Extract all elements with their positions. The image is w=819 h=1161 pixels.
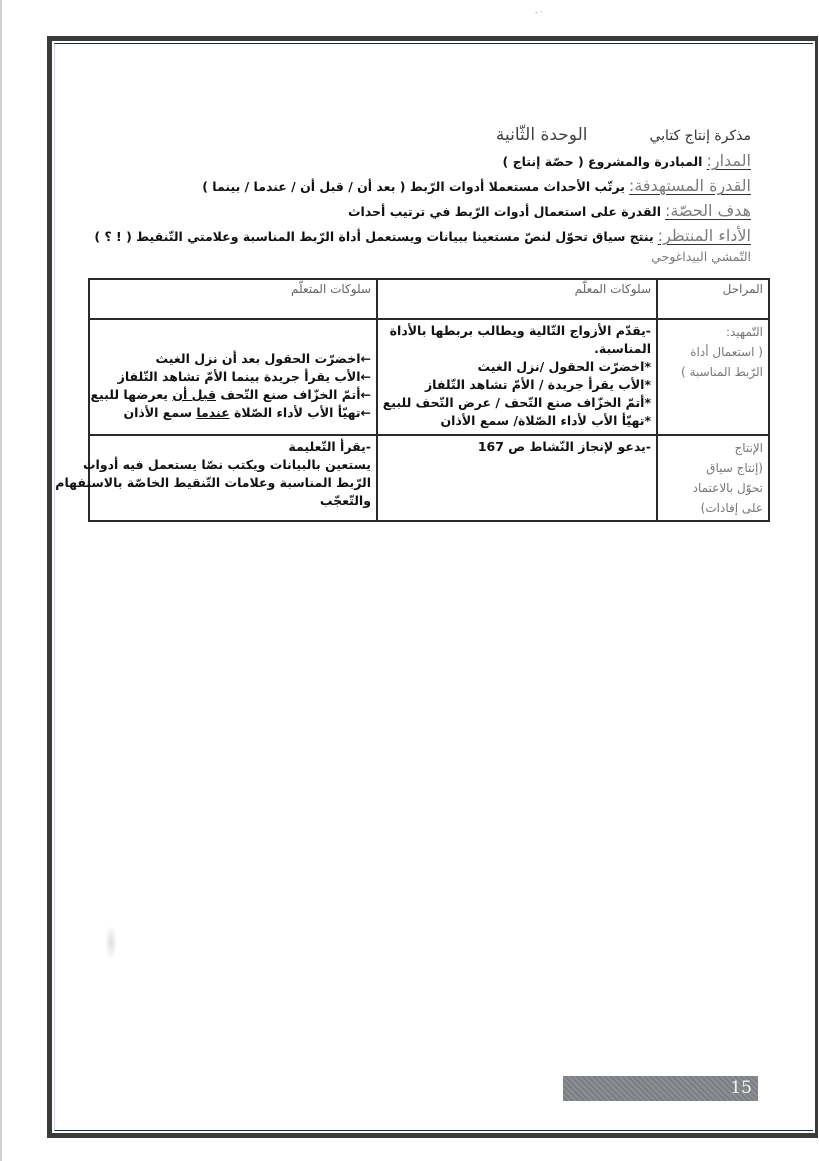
- memo-title: مذكرة إنتاج كتابي: [649, 128, 751, 144]
- scan-artifact: - ·: [535, 8, 543, 17]
- learner-line: ←اخضرّت الحقول بعد أن نزل الغيث: [155, 351, 371, 366]
- field-domain: [71, 149, 751, 174]
- field-value-expected-performance: ينتج سياق تحوّل لنصّ مستعينا ببيانات ويستعمل أداة الرّبط المناسبة وعلامتي التّنقيط ( ! ؟ ): [94, 229, 654, 244]
- learner-text: ←أتمّ الخزّاف صنع التّحف: [216, 387, 371, 402]
- lesson-table: [55, 278, 770, 522]
- teacher-cell-production: [377, 435, 657, 521]
- learner-text: يعرضها للبيع: [90, 387, 173, 402]
- learner-cell-production: [55, 435, 377, 521]
- unit-title: الوحدة الثّانية: [495, 125, 588, 145]
- learner-line: [95, 404, 371, 422]
- field-label-target-ability: القدرة المستهدفة:: [628, 176, 751, 195]
- learner-text: ←تهيّأ الأب لأداء الصّلاة: [229, 405, 371, 420]
- learner-line: ←الأب يقرأ جريدة بينما الأمّ تشاهد التّلفاز: [117, 369, 371, 384]
- header-learner: سلوكات المتعلّم: [89, 279, 377, 319]
- stage-cell-warmup: [657, 319, 769, 435]
- teacher-line: -يقدّم الأزواج التّالية ويطالب بربطها بالأداة: [389, 323, 651, 338]
- teacher-line: *أتمّ الخزّاف صنع التّحف / عرض التّحف للبيع: [382, 395, 651, 410]
- connector-underlined: عندما: [196, 405, 230, 420]
- learner-cell-warmup: [89, 319, 377, 435]
- field-session-goal: [71, 199, 751, 224]
- title-row: [71, 125, 751, 149]
- stage-line: ( استعمال أداة: [690, 345, 763, 359]
- teacher-line: *الأب يقرأ جريدة / الأمّ تشاهد التّلفاز: [424, 377, 651, 392]
- table-row-warmup: [89, 319, 769, 435]
- page-number: 15: [730, 1078, 752, 1098]
- learner-line: الرّبط المناسبة وعلامات التّنقيط الخاصّة بالاستفهام: [55, 475, 371, 490]
- teacher-line: *اخضرّت الحقول /نزل الغيث: [477, 359, 651, 374]
- teacher-line: -يدعو لإنجاز النّشاط ص 167: [477, 439, 651, 454]
- stage-line: الرّبط المناسبة ): [681, 365, 763, 379]
- stage-line: تحوّل بالاعتماد: [692, 481, 763, 495]
- stage-line: على إفادات): [700, 501, 763, 515]
- stage-cell-production: [657, 435, 769, 521]
- teacher-line: *تهيّأ الأب لأداء الصّلاة/ سمع الأذان: [440, 413, 651, 428]
- table-header-row: [89, 279, 769, 319]
- stage-line: الإنتاج: [734, 441, 763, 455]
- pedagogy-label: التّمشي البيداغوجي: [651, 249, 751, 264]
- header-stages: المراحل: [657, 279, 769, 319]
- stage-line: (إنتاج سياق: [706, 461, 763, 475]
- header-teacher: سلوكات المعلّم: [377, 279, 657, 319]
- learner-line: [90, 386, 371, 404]
- page-number-bar: [563, 1076, 758, 1101]
- cell-spacer: [95, 322, 371, 350]
- lesson-header: [71, 125, 751, 265]
- field-target-ability: [71, 174, 751, 199]
- teacher-cell-warmup: [377, 319, 657, 435]
- stage-line: التّمهيد:: [725, 325, 763, 339]
- field-value-target-ability: يرتّب الأحداث مستعملا أدوات الرّبط ( بعد أن / قبل أن / عندما / بينما ): [202, 179, 625, 194]
- learner-text: سمع الأذان: [123, 405, 197, 420]
- field-label-domain: المدار:: [706, 151, 751, 170]
- field-label-expected-performance: الأداء المنتظر:: [657, 226, 751, 245]
- scan-smudge: [105, 925, 117, 960]
- scan-edge: [0, 0, 2, 1161]
- connector-underlined: قبل أن: [172, 387, 217, 402]
- field-value-domain: المبادرة والمشروع ( حصّة إنتاج ): [502, 154, 703, 169]
- field-expected-performance: [71, 224, 751, 249]
- learner-line: يستعين بالبيانات ويكتب نصّا يستعمل فيه أدوات: [82, 457, 371, 472]
- table-row-production: [89, 435, 769, 521]
- field-value-session-goal: القدرة على استعمال أدوات الرّبط في ترتيب أحداث: [347, 204, 661, 219]
- field-label-session-goal: هدف الحصّة:: [665, 201, 751, 220]
- learner-line: -يقرأ التّعليمة: [288, 439, 371, 454]
- teacher-line: المناسبة.: [594, 341, 651, 356]
- learner-line: والتّعجّب: [319, 493, 371, 508]
